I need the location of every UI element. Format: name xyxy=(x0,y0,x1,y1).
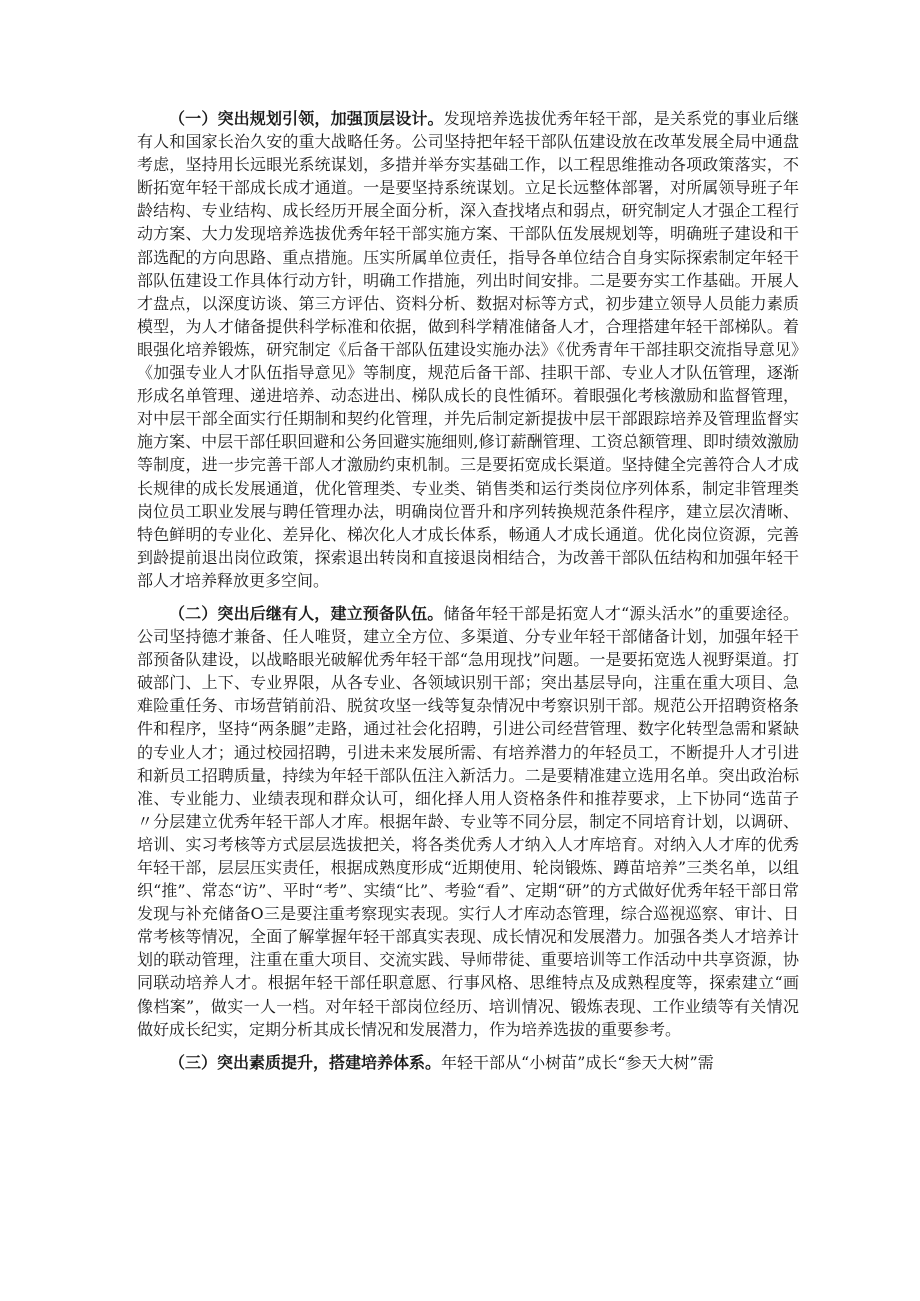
section-1-body: 发现培养选拔优秀年轻干部，是关系党的事业后继有人和国家长治久安的重大战略任务。公司坚持把年轻干部队伍建设放在改革发展全局中通盘考虑，坚持用长远眼光系统谋划，多措并举夯实基础工作，以工程思维推动各项政策落实，不断拓宽年轻干部成长成才通道。一是要坚持系统谋划。立足长远整体部署，对所属领导班子年龄结构、专业结构、成长经历开展全面分析，深入查找堵点和弱点，研究制定人才强企工程行动方案、大力发现培养选拔优秀年轻干部实施方案、干部队伍发展规划等，明确班子建设和干部选配的方向思路、重点措施。压实所属单位责任，指导各单位结合自身实际探索制定年轻干部队伍建设工作具体行动方针，明确工作措施，列出时间安排。二是要夯实工作基础。开展人才盘点，以深度访谈、第三方评估、资料分析、数据对标等方式，初步建立领导人员能力素质模型，为人才储备提供科学标准和依据，做到科学精准储备人才，合理搭建年轻干部梯队。着眼强化培养锻炼，研究制定《后备干部队伍建设实施办法》《优秀青年干部挂职交流指导意见》《加强专业人才队伍指导意见》等制度，规范后备干部、挂职干部、专业人才队伍管理，逐渐形成名单管理、递进培养、动态进出、梯队成长的良性循环。着眼强化考核激励和监督管理，对中层干部全面实行任期制和契约化管理，并先后制定新提拔中层干部跟踪培养及管理监督实施方案、中层干部任职回避和公务回避实施细则,修订薪酬管理、工资总额管理、即时绩效激励等制度，进一步完善干部人才激励约束机制。三是要拓宽成长渠道。坚持健全完善符合人才成长规律的成长发展通道，优化管理类、专业类、销售类和运行类岗位序列体系，制定非管理类岗位员工职业发展与聘任管理办法，明确岗位晋升和序列转换规范条件程序，建立层次清晰、特色鲜明的专业化、差异化、梯次化人才成长体系，畅通人才成长通道。优化岗位资源，完善到龄提前退出岗位政策，探索退出转岗和直接退岗相结合，为改善干部队伍结构和加强年轻干部人才培养释放更多空间。 xyxy=(137,109,799,590)
section-2-heading: （二）突出后继有人，建立预备队伍。 xyxy=(169,603,444,623)
section-2-paragraph xyxy=(137,602,799,1041)
section-1-heading: （一）突出规划引领，加强顶层设计。 xyxy=(169,109,444,128)
section-1-paragraph xyxy=(137,107,799,592)
section-3-body: 年轻干部从“小树苗”成长“参天大树”需 xyxy=(441,1052,714,1072)
document-page xyxy=(137,107,799,1084)
section-2-body: 储备年轻干部是拓宽人才“源头活水”的重要途径。公司坚持德才兼备、任人唯贤，建立全方位、多渠道、分专业年轻干部储备计划，加强年轻干部预备队建设，以战略眼光破解优秀年轻干部“急用现找”问题。一是要拓宽选人视野渠道。打破部门、上下、专业界限，从各专业、各领域识别干部；突出基层导向，注重在重大项目、急难险重任务、市场营销前沿、脱贫攻坚一线等复杂情况中考察识别干部。规范公开招聘资格条件和程序，坚持“两条腿”走路，通过社会化招聘，引进公司经营管理、数字化转型急需和紧缺的专业人才；通过校园招聘，引进未来发展所需、有培养潜力的年轻员工，不断提升人才引进和新员工招聘质量，持续为年轻干部队伍注入新活力。二是要精准建立选用名单。突出政治标准、专业能力、业绩表现和群众认可，细化择人用人资格条件和推荐要求，上下协同“选苗子〃分层建立优秀年轻干部人才库。根据年龄、专业等不同分层，制定不同培育计划，以调研、培训、实习考核等方式层层选拔把关，将各类优秀人才纳入人才库培育。对纳入人才库的优秀年轻干部，层层压实责任，根据成熟度形成“近期使用、轮岗锻炼、蹲苗培养”三类名单，以组织“推”、常态“访”、平时“考”、实绩“比”、考验“看”、定期“研”的方式做好优秀年轻干部日常发现与补充储备O三是要注重考察现实表现。实行人才库动态管理，综合巡视巡察、审计、日常考核等情况，全面了解掌握年轻干部真实表现、成长情况和发展潜力。加强各类人才培养计划的联动管理，注重在重大项目、交流实践、导师带徒、重要培训等工作活动中共享资源，协同联动培养人才。根据年轻干部任职意愿、行事风格、思维特点及成熟程度等，探索建立“画像档案”，做实一人一档。对年轻干部岗位经历、培训情况、锻炼表现、工作业绩等有关情况做好成长纪实，定期分析其成长情况和发展潜力，作为培养选拔的重要参考。 xyxy=(137,603,799,1039)
section-3-paragraph xyxy=(137,1051,799,1074)
section-3-heading: （三）突出素质提升，搭建培养体系。 xyxy=(169,1052,442,1072)
